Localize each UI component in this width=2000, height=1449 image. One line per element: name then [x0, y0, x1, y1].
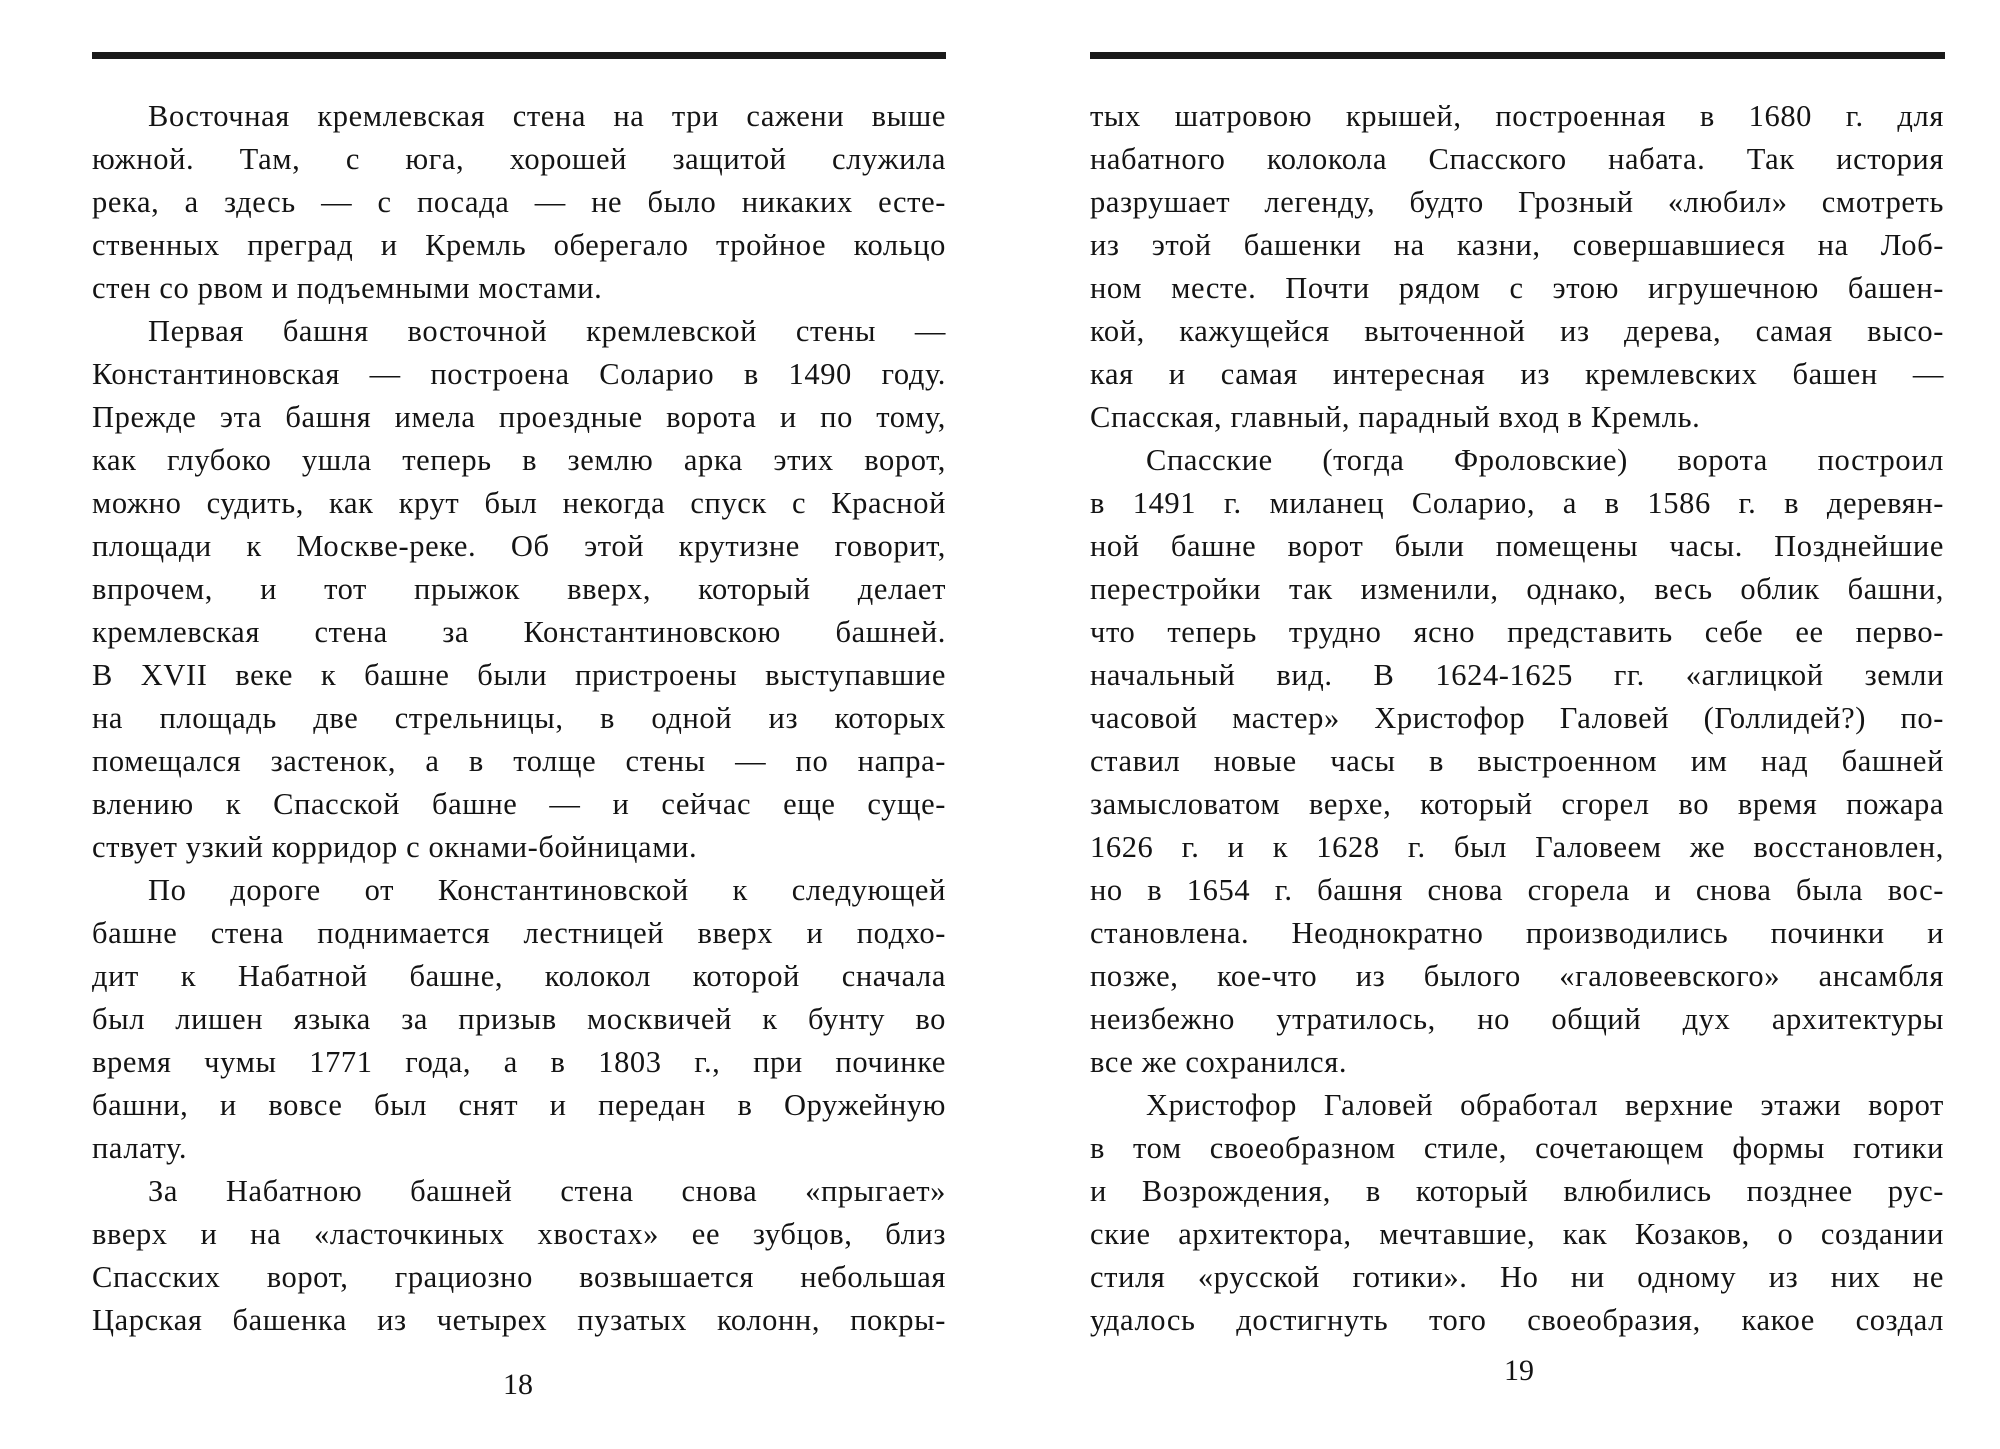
text-line: можно судить, как крут был некогда спуск с Красной [92, 486, 946, 520]
page-number-right: 19 [1504, 1354, 1534, 1387]
text-line: разрушает легенду, будто Грозный «любил» смотреть [1090, 185, 1944, 219]
text-line: ствует узкий корридор с окнами-бойницами. [92, 830, 698, 864]
text-line: южной. Там, с юга, хорошей защитой служила [92, 142, 946, 176]
text-line: время чумы 1771 года, а в 1803 г., при починке [92, 1045, 946, 1079]
text-line: По дороге от Константиновской к следующей [148, 873, 946, 907]
text-line: как глубоко ушла теперь в землю арка этих ворот, [92, 443, 946, 477]
text-line: на площадь две стрельницы, в одной из которых [92, 701, 946, 735]
text-line: кой, кажущейся выточенной из дерева, самая высо- [1090, 314, 1944, 348]
text-line: Царская башенка из четырех пузатых колонн, покры- [92, 1303, 946, 1337]
text-line: За Набатною башней стена снова «прыгает» [148, 1174, 946, 1208]
text-line: ном месте. Почти рядом с этою игрушечною башен- [1090, 271, 1944, 305]
text-line: Спасские (тогда Фроловские) ворота построил [1146, 443, 1944, 477]
left-page-text [92, 95, 946, 1342]
left-page [92, 0, 946, 1449]
text-line: 1626 г. и к 1628 г. был Галовеем же восстановлен, [1090, 830, 1944, 864]
text-line: в том своеобразном стиле, сочетающем формы готики [1090, 1131, 1944, 1165]
text-line: помещался застенок, а в толще стены — по напра- [92, 744, 946, 778]
text-line: Первая башня восточной кремлевской стены — [148, 314, 946, 348]
text-line: Христофор Галовей обработал верхние этажи ворот [1146, 1088, 1944, 1122]
text-line: вверх и на «ласточкиных хвостах» ее зубцов, близ [92, 1217, 946, 1251]
text-line: стиля «русской готики». Но ни одному из них не [1090, 1260, 1944, 1294]
text-line: из этой башенки на казни, совершавшиеся на Лоб- [1090, 228, 1944, 262]
text-line: удалось достигнуть того своеобразия, какое создал [1090, 1303, 1944, 1337]
text-line: но в 1654 г. башня снова сгорела и снова была вос- [1090, 873, 1944, 907]
text-line: перестройки так изменили, однако, весь облик башни, [1090, 572, 1944, 606]
right-page-text [1090, 95, 1944, 1342]
text-line: замысловатом верхе, который сгорел во время пожара [1090, 787, 1944, 821]
text-line: начальный вид. В 1624-1625 гг. «аглицкой земли [1090, 658, 1944, 692]
text-line: дит к Набатной башне, колокол которой сначала [92, 959, 946, 993]
text-line: река, а здесь — с посада — не было никаких есте- [92, 185, 946, 219]
text-line: неизбежно утратилось, но общий дух архитектуры [1090, 1002, 1944, 1036]
text-line: Спасских ворот, грациозно возвышается небольшая [92, 1260, 946, 1294]
text-line: Спасская, главный, парадный вход в Кремль. [1090, 400, 1701, 434]
text-line: ские архитектора, мечтавшие, как Козаков, о создании [1090, 1217, 1944, 1251]
text-line: кая и самая интересная из кремлевских башен — [1090, 357, 1944, 391]
text-line: ственных преград и Кремль оберегало тройное кольцо [92, 228, 946, 262]
text-line: тых шатровою крышей, построенная в 1680 г. для [1090, 99, 1944, 133]
text-line: башни, и вовсе был снят и передан в Оружейную [92, 1088, 946, 1122]
text-line: Восточная кремлевская стена на три сажени выше [148, 99, 946, 133]
right-page [1090, 0, 1944, 1449]
text-line: часовой мастер» Христофор Галовей (Голлидей?) по- [1090, 701, 1944, 735]
top-rule [92, 52, 946, 59]
text-line: стен со рвом и подъемными мостами. [92, 271, 603, 305]
text-line: был лишен языка за призыв москвичей к бунту во [92, 1002, 946, 1036]
text-line: башне стена поднимается лестницей вверх и подхо- [92, 916, 946, 950]
text-line: позже, кое-что из былого «галовеевского» ансамбля [1090, 959, 1944, 993]
text-line: и Возрождения, в который влюбились позднее рус- [1090, 1174, 1944, 1208]
text-line: Константиновская — построена Соларио в 1490 году. [92, 357, 946, 391]
text-line: что теперь трудно ясно представить себе ее перво- [1090, 615, 1944, 649]
text-line: в 1491 г. миланец Соларио, а в 1586 г. в деревян- [1090, 486, 1944, 520]
text-line: площади к Москве-реке. Об этой крутизне говорит, [92, 529, 946, 563]
text-line: кремлевская стена за Константиновскою башней. [92, 615, 946, 649]
top-rule [1090, 52, 1945, 59]
text-line: ставил новые часы в выстроенном им над башней [1090, 744, 1944, 778]
text-line: влению к Спасской башне — и сейчас еще суще- [92, 787, 946, 821]
text-line: ной башне ворот были помещены часы. Позднейшие [1090, 529, 1944, 563]
text-line: Прежде эта башня имела проездные ворота и по тому, [92, 400, 946, 434]
page-number-left: 18 [503, 1368, 533, 1401]
text-line: все же сохранился. [1090, 1045, 1348, 1079]
text-line: становлена. Неоднократно производились починки и [1090, 916, 1944, 950]
text-line: набатного колокола Спасского набата. Так история [1090, 142, 1944, 176]
text-line: впрочем, и тот прыжок вверх, который делает [92, 572, 946, 606]
text-line: палату. [92, 1131, 188, 1165]
text-line: В XVII веке к башне были пристроены выступавшие [92, 658, 946, 692]
